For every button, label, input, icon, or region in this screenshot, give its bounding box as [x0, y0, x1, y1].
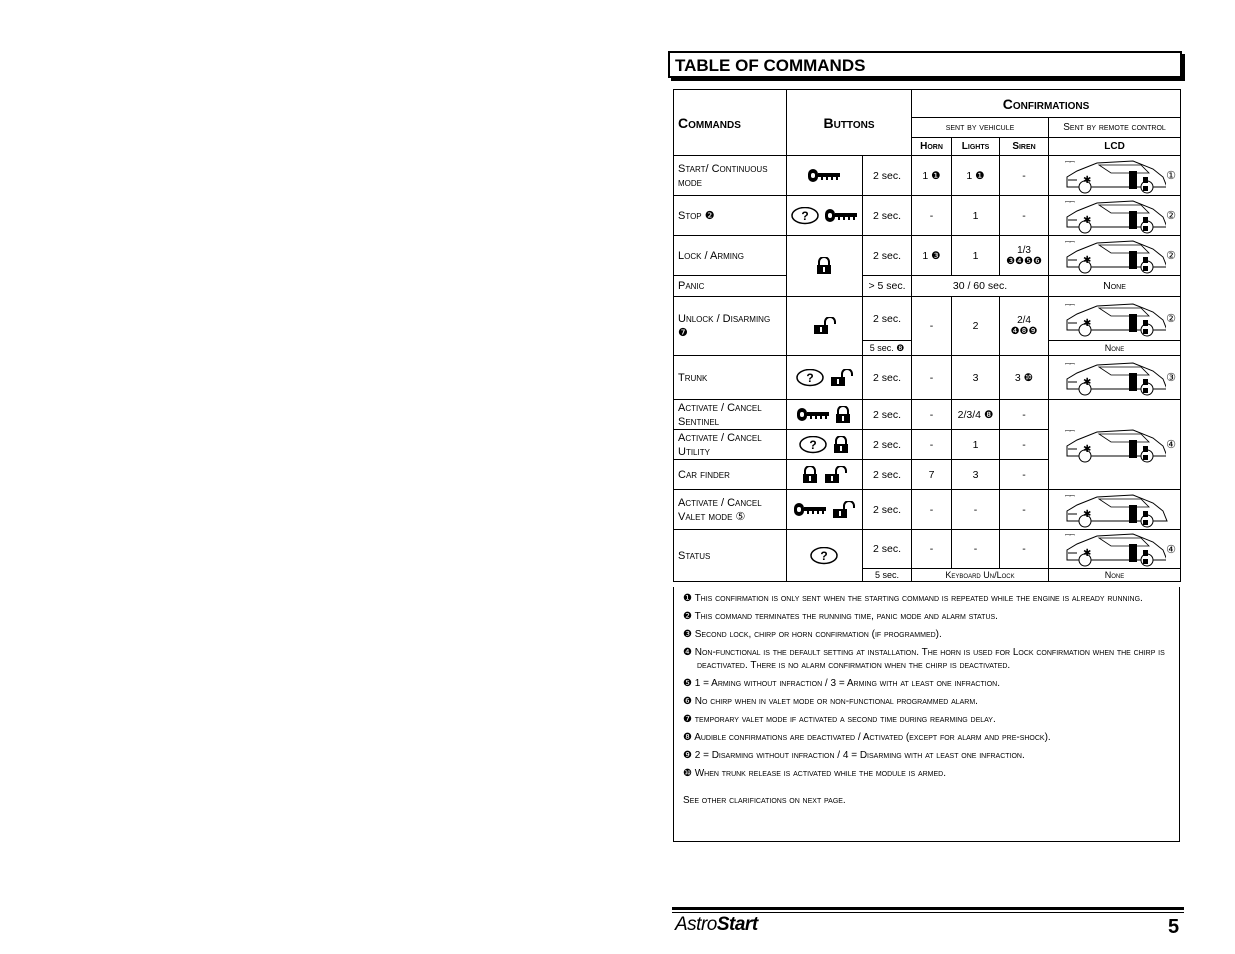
command-label: Stop ❷ [674, 196, 787, 236]
car-lcd-icon [1063, 300, 1166, 338]
horn-value: 7 [912, 460, 952, 490]
page-title: TABLE OF COMMANDS [675, 56, 866, 75]
key-icon [797, 407, 831, 422]
car-lcd-icon [1063, 157, 1166, 195]
lcd-cell [1049, 236, 1181, 276]
lcd-cell [1049, 530, 1181, 569]
table-row [674, 236, 1181, 276]
buttons-cell [787, 156, 863, 196]
command-label: Activate / Cancel Sentinel [674, 400, 787, 430]
header-lights: Lights [952, 138, 1000, 156]
unlock-icon [813, 317, 837, 335]
siren-value: - [1000, 490, 1049, 530]
horn-value: 1 ❸ [912, 236, 952, 276]
question-icon [796, 369, 826, 387]
header-commands: Commands [674, 90, 787, 156]
command-label: Status [674, 530, 787, 582]
lcd-ref: ④ [1166, 543, 1177, 556]
duration: 2 sec. [863, 460, 912, 490]
key-icon [794, 502, 828, 517]
footnote: ❹ Non-functional is the default setting at installation. The horn is used for Lock confirmation when the chirp is deactivated. There is no alarm confirmation when the chirp is deactivated. [683, 647, 1165, 671]
siren-value: - [1000, 460, 1049, 490]
footnote: ❽ Audible confirmations are deactivated / Activated (except for alarm and pre-shock). [683, 732, 1051, 743]
siren-value: - [1000, 196, 1049, 236]
command-label: Panic [674, 276, 787, 297]
duration-long: 5 sec. [863, 569, 912, 582]
footnote: ❸ Second lock, chirp or horn confirmation (if programmed). [683, 629, 942, 640]
table-row [674, 196, 1181, 236]
horn-value: - [912, 490, 952, 530]
siren-value: 3 ❿ [1000, 356, 1049, 400]
question-icon [799, 436, 829, 454]
siren-value: - [1000, 400, 1049, 430]
lcd-ref: ① [1166, 170, 1177, 182]
buttons-cell [787, 196, 863, 236]
lights-value: 1 [952, 430, 1000, 460]
lock-icon [835, 406, 853, 424]
buttons-cell [787, 460, 863, 490]
duration: 2 sec. [863, 356, 912, 400]
car-lcd-icon [1063, 359, 1166, 397]
buttons-cell [787, 297, 863, 356]
command-label: Car finder [674, 460, 787, 490]
car-lcd-icon [1063, 426, 1166, 464]
car-lcd-icon [1063, 237, 1166, 275]
unlock-icon [830, 369, 854, 387]
header-confirmations: Confirmations [912, 90, 1181, 118]
car-lcd-icon [1063, 197, 1166, 235]
header-siren: Siren [1000, 138, 1049, 156]
key-icon [808, 168, 842, 183]
horn-value: - [912, 400, 952, 430]
duration: > 5 sec. [863, 276, 912, 297]
footnotes [673, 587, 1180, 842]
buttons-cell [787, 236, 863, 297]
table-row [674, 156, 1181, 196]
lights-value: 1 ❶ [952, 156, 1000, 196]
duration: 2 sec. [863, 297, 912, 341]
car-lcd-icon [1063, 491, 1176, 529]
lcd-ref: ② [1166, 210, 1177, 222]
command-label: Lock / Arming [674, 236, 787, 276]
lights-value: 2 [952, 297, 1000, 356]
unlock-icon [824, 466, 848, 484]
lcd-cell [1049, 297, 1181, 341]
table-row [674, 297, 1181, 341]
footnote: ❷ This command terminates the running time, panic mode and alarm status. [683, 611, 998, 622]
duration: 2 sec. [863, 156, 912, 196]
lights-value: 1 [952, 236, 1000, 276]
title-box [668, 51, 1182, 78]
lock-icon [833, 436, 851, 454]
command-label: Trunk [674, 356, 787, 400]
lcd-cell [1049, 400, 1181, 490]
header-lcd: LCD [1049, 138, 1181, 156]
command-label: Start/ Continuous mode [674, 156, 787, 196]
footer-rule [672, 912, 1184, 913]
header-horn: Horn [912, 138, 952, 156]
lock-icon [802, 466, 820, 484]
footnote: ❾ 2 = Disarming without infraction / 4 = Disarming with at least one infraction. [683, 750, 1025, 761]
lcd-none: None [1049, 341, 1181, 356]
duration: 2 sec. [863, 490, 912, 530]
siren-value: - [1000, 156, 1049, 196]
buttons-cell [787, 356, 863, 400]
command-label: Activate / Cancel Utility [674, 430, 787, 460]
keyboard-unlock: Keyboard Un/Lock [912, 569, 1049, 582]
lcd-cell [1049, 356, 1181, 400]
buttons-cell [787, 400, 863, 430]
buttons-cell [787, 530, 863, 582]
brand-logo [675, 914, 758, 936]
footnote: ❺ 1 = Arming without infraction / 3 = Arming with at least one infraction. [683, 678, 1000, 689]
horn-value: - [912, 430, 952, 460]
footnote: ❶ This confirmation is only sent when the starting command is repeated while the engine is already running. [683, 593, 1143, 604]
siren-value: 2/4 ❹❽❾ [1000, 297, 1049, 356]
command-label: Unlock / Disarming ❼ [674, 297, 787, 356]
duration: 2 sec. [863, 400, 912, 430]
table-row [674, 530, 1181, 569]
header-buttons: Buttons [787, 90, 912, 156]
duration: 2 sec. [863, 430, 912, 460]
horn-value: - [912, 356, 952, 400]
table-row [674, 276, 1181, 297]
lights-value: 2/3/4 ❽ [952, 400, 1000, 430]
car-lcd-icon [1063, 530, 1166, 568]
table-row [674, 356, 1181, 400]
brand-bold: Start [716, 914, 758, 935]
buttons-cell [787, 490, 863, 530]
table-row [674, 490, 1181, 530]
see-more-note: See other clarifications on next page. [683, 795, 846, 806]
panic-confirmation: 30 / 60 sec. [912, 276, 1049, 297]
footer-rule [672, 907, 1184, 910]
footnote: ❿ When trunk release is activated while the module is armed. [683, 768, 947, 779]
duration: 2 sec. [863, 530, 912, 569]
lcd-ref: ④ [1166, 439, 1177, 451]
header-sent-by-vehicle: sent by vehicule [912, 118, 1049, 138]
footnote: ❼ temporary valet mode if activated a second time during rearming delay. [683, 714, 996, 725]
question-icon [810, 547, 840, 565]
lcd-ref: ② [1166, 313, 1177, 325]
duration: 2 sec. [863, 196, 912, 236]
lights-value: 3 [952, 460, 1000, 490]
lcd-ref: ③ [1166, 372, 1177, 384]
lcd-none: None [1049, 276, 1181, 297]
key-icon [825, 208, 858, 223]
footnote: ❻ No chirp when in valet mode or non-functional programmed alarm. [683, 696, 978, 707]
horn-value: - [912, 297, 952, 356]
lights-value: - [952, 490, 1000, 530]
lights-value: - [952, 530, 1000, 569]
page-number: 5 [1168, 916, 1180, 938]
lcd-none: None [1049, 569, 1181, 582]
siren-value: 1/3 ❸❹❺❻ [1000, 236, 1049, 276]
siren-value: - [1000, 430, 1049, 460]
lcd-cell [1049, 156, 1181, 196]
brand-light: Astro [675, 914, 717, 935]
lcd-ref: ② [1166, 250, 1177, 262]
unlock-icon [832, 501, 856, 519]
buttons-cell [787, 430, 863, 460]
command-label: Activate / Cancel Valet mode ⑤ [674, 490, 787, 530]
siren-value: - [1000, 530, 1049, 569]
horn-value: 1 ❶ [912, 156, 952, 196]
lights-value: 1 [952, 196, 1000, 236]
lights-value: 3 [952, 356, 1000, 400]
question-icon [791, 207, 821, 225]
lcd-cell [1049, 490, 1181, 530]
lock-icon [816, 257, 834, 275]
duration: 2 sec. [863, 236, 912, 276]
table-row [674, 400, 1181, 430]
horn-value: - [912, 530, 952, 569]
header-sent-by-remote: Sent by remote control [1049, 118, 1181, 138]
horn-value: - [912, 196, 952, 236]
lcd-cell [1049, 196, 1181, 236]
duration-long: 5 sec. ❽ [863, 341, 912, 356]
commands-table [673, 89, 1181, 582]
